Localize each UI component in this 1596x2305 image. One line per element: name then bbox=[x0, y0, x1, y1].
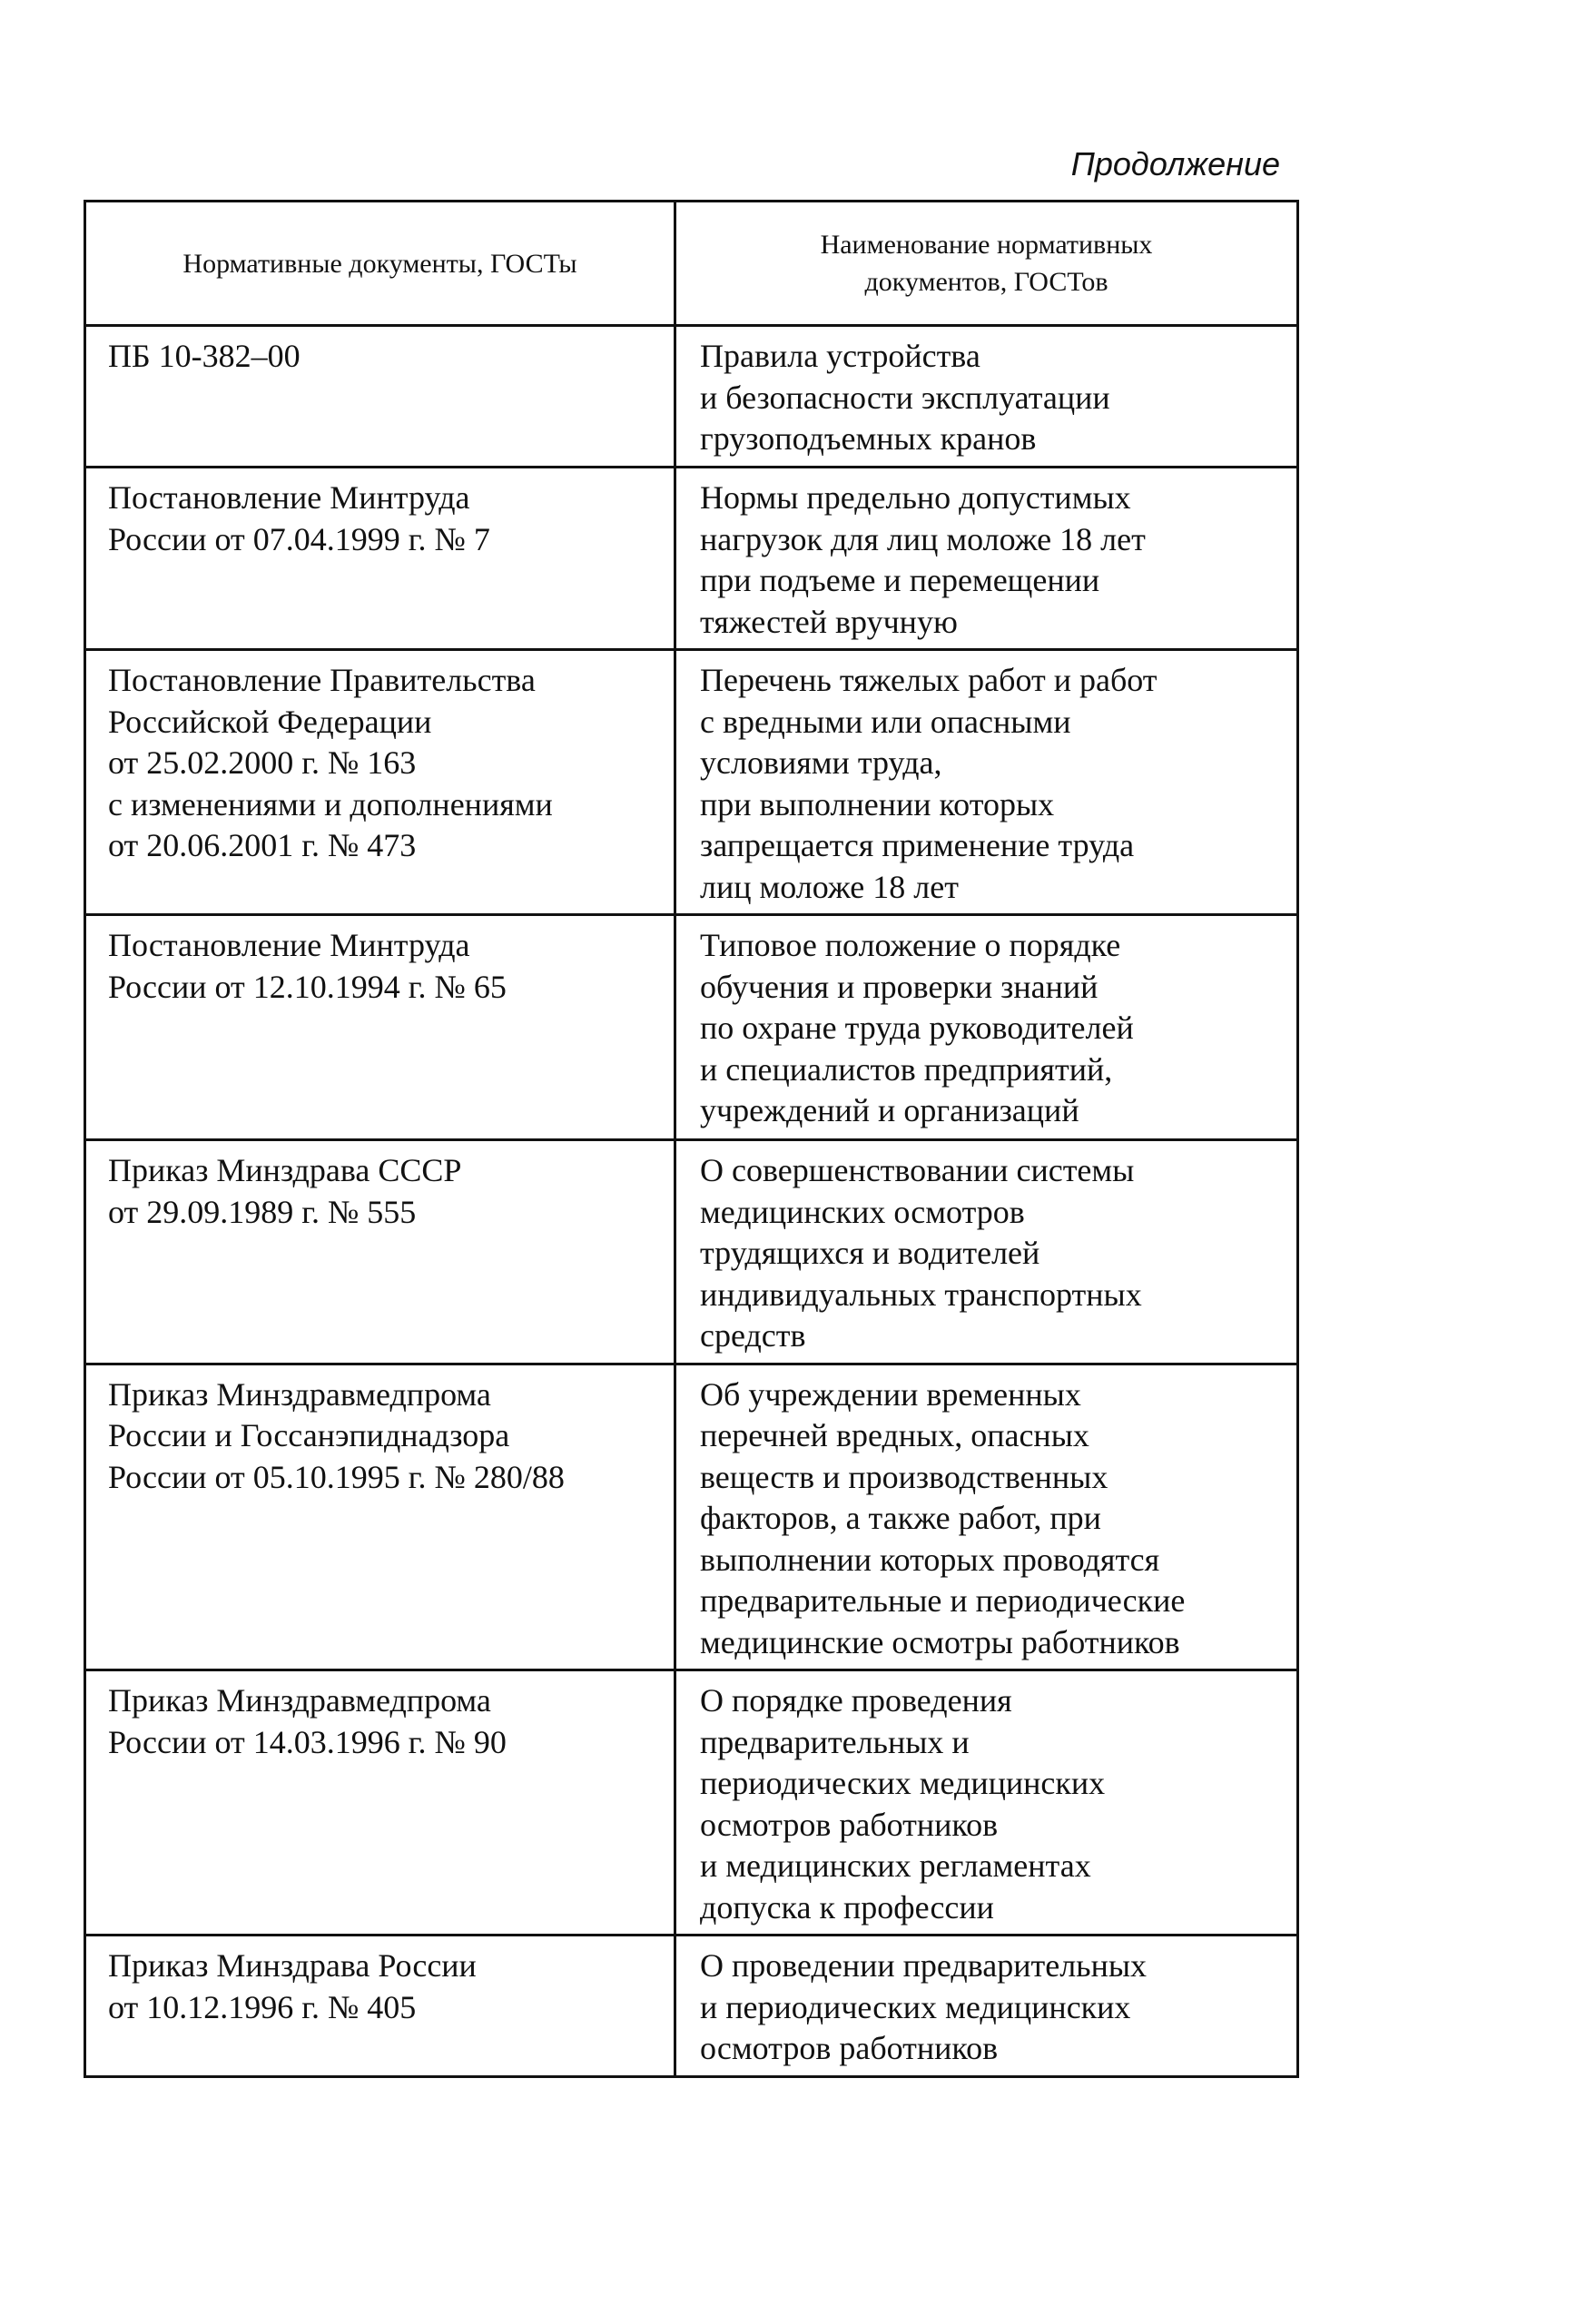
document-title: Правила устройства и безопасности эксплуатации грузоподъемных кранов bbox=[675, 326, 1298, 468]
document-title: О проведении предварительных и периодических медицинских осмотров работников bbox=[675, 1936, 1298, 2077]
column-header-documents: Нормативные документы, ГОСТы bbox=[85, 202, 675, 326]
table-row bbox=[85, 915, 1298, 1140]
continuation-label: Продолжение bbox=[1070, 145, 1280, 182]
table-row bbox=[85, 326, 1298, 468]
table-row bbox=[85, 1364, 1298, 1670]
document-reference: Приказ Минздрава России от 10.12.1996 г. № 405 bbox=[85, 1936, 675, 2077]
document-title: О порядке проведения предварительных и периодических медицинских осмотров работников и медицинских регламентах допуска к профессии bbox=[675, 1670, 1298, 1936]
document-reference: Приказ Минздравмедпрома России и Госсанэпиднадзора России от 05.10.1995 г. № 280/88 bbox=[85, 1364, 675, 1670]
table-row bbox=[85, 1140, 1298, 1364]
table-row bbox=[85, 1670, 1298, 1936]
document-reference: Постановление Минтруда России от 12.10.1994 г. № 65 bbox=[85, 915, 675, 1140]
document-reference: Приказ Минздрава СССР от 29.09.1989 г. № 555 bbox=[85, 1140, 675, 1364]
table-row bbox=[85, 1936, 1298, 2077]
document-title: Типовое положение о порядке обучения и проверки знаний по охране труда руководителей и специалистов предприятий, учреждений и организаций bbox=[675, 915, 1298, 1140]
document-reference: Постановление Правительства Российской Федерации от 25.02.2000 г. № 163 с изменениями и дополнениями от 20.06.2001 г. № 473 bbox=[85, 650, 675, 915]
column-header-titles: Наименование нормативных документов, ГОСТов bbox=[675, 202, 1298, 326]
document-title: Об учреждении временных перечней вредных, опасных веществ и производственных факторов, а также работ, при выполнении которых проводятся предварительные и периодические медицинские осмотры работников bbox=[675, 1364, 1298, 1670]
table-header-row bbox=[85, 202, 1298, 326]
table-row bbox=[85, 468, 1298, 650]
table-row bbox=[85, 650, 1298, 915]
document-reference: ПБ 10-382–00 bbox=[85, 326, 675, 468]
regulations-table bbox=[84, 200, 1299, 2078]
document-reference: Постановление Минтруда России от 07.04.1999 г. № 7 bbox=[85, 468, 675, 650]
document-reference: Приказ Минздравмедпрома России от 14.03.1996 г. № 90 bbox=[85, 1670, 675, 1936]
document-title: Перечень тяжелых работ и работ с вредными или опасными условиями труда, при выполнении которых запрещается применение труда лиц моложе 18 лет bbox=[675, 650, 1298, 915]
document-title: Нормы предельно допустимых нагрузок для лиц моложе 18 лет при подъеме и перемещении тяжестей вручную bbox=[675, 468, 1298, 650]
document-title: О совершенствовании системы медицинских осмотров трудящихся и водителей индивидуальных транспортных средств bbox=[675, 1140, 1298, 1364]
